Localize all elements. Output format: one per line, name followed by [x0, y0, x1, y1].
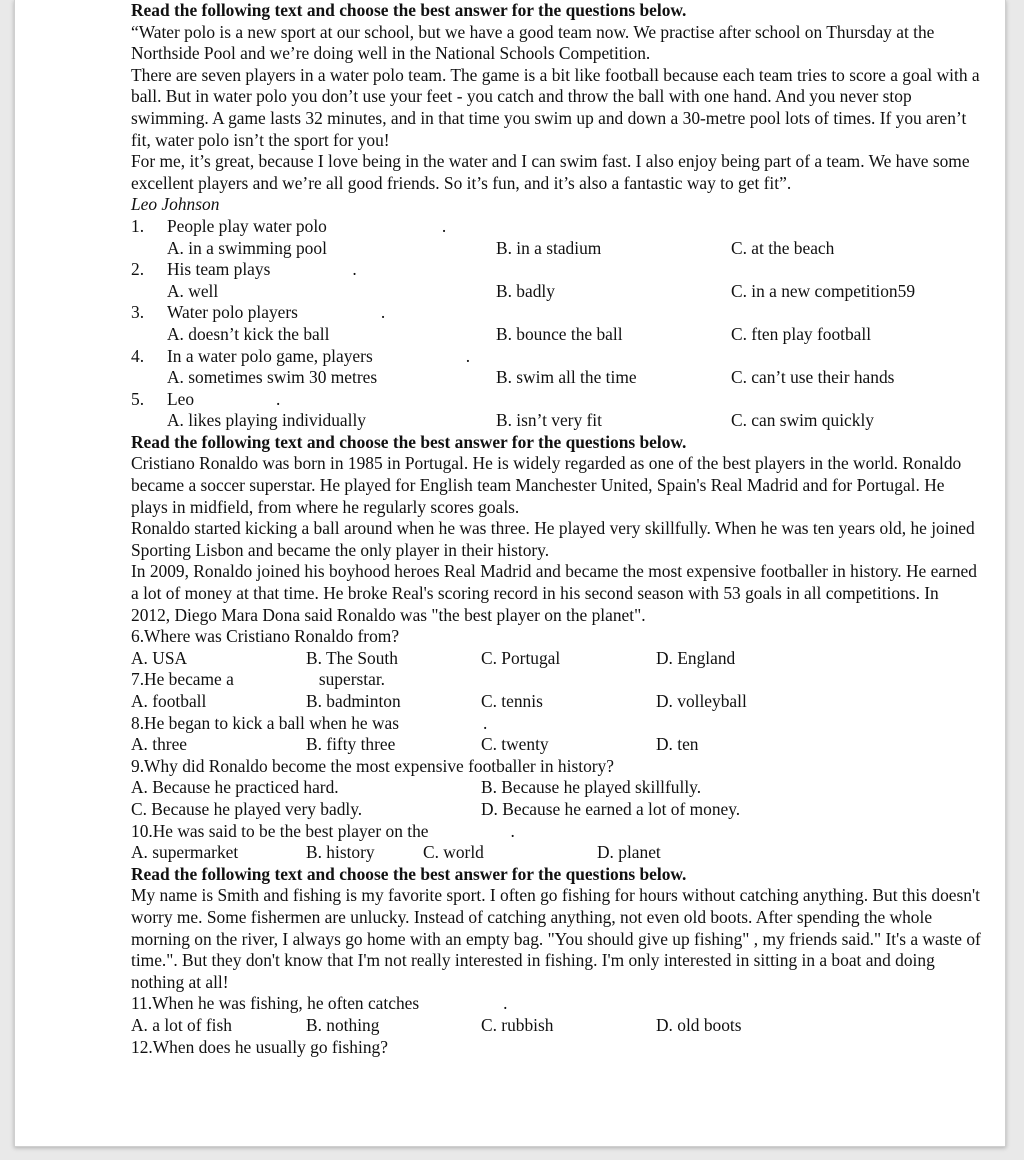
section3-paragraph: My name is Smith and fishing is my favorite sport. I often go fishing for hours without catching anything. But this doesn't worry me. Some fishermen are unlucky. Instead of catching anything, not even old boots. After spending the whole morning on the river, I always go home with an empty bag. "You should give up fishing" , my friends said." It's a waste of time.". But they don't know that I'm not really interested in fishing. I'm only interested in sitting in a boat and doing nothing at all! — [131, 885, 981, 992]
question-stem: 8.He began to kick a ball when he was — [131, 712, 400, 733]
section1-heading: Read the following text and choose the best answer for the questions below. — [131, 0, 687, 20]
option-d: D. England — [656, 647, 736, 668]
question-9-options-row-2 — [131, 799, 981, 821]
option-b: B. badly — [496, 280, 555, 301]
option-b: B. nothing — [306, 1014, 380, 1035]
option-a: A. USA — [131, 647, 188, 668]
option-a: A. supermarket — [131, 842, 239, 863]
option-b: B. fifty three — [306, 734, 396, 755]
question-10-options — [131, 842, 981, 864]
question-stem-part-1: 7.He became a — [131, 669, 234, 690]
question-number: 3. — [131, 302, 145, 323]
question-6-stem: 6.Where was Cristiano Ronaldo from? — [131, 626, 400, 647]
question-end: . — [483, 712, 488, 733]
section3-heading: Read the following text and choose the best answer for the questions below. — [131, 863, 687, 884]
question-end: . — [510, 820, 515, 841]
option-c: C. Because he played very badly. — [131, 798, 363, 819]
option-c: C. rubbish — [481, 1014, 554, 1035]
option-d: D. ten — [656, 734, 699, 755]
question-number: 5. — [131, 388, 145, 409]
option-c: C. twenty — [481, 734, 549, 755]
option-c: C. Portugal — [481, 647, 561, 668]
question-7-options — [131, 691, 981, 713]
question-end: . — [352, 259, 357, 280]
section2-heading: Read the following text and choose the best answer for the questions below. — [131, 431, 687, 452]
option-a: A. sometimes swim 30 metres — [167, 367, 378, 388]
section1-paragraph-2: There are seven players in a water polo team. The game is a bit like football because each team tries to score a goal with a ball. But in water polo you don’t use your feet - you catch and throw the ball with one hand. And you never stop swimming. A game lasts 32 minutes, and in that time you swim up and down a 30-metre pool lots of times. If you aren’t fit, water polo isn’t the sport for you! — [131, 64, 980, 150]
option-a: A. doesn’t kick the ball — [167, 323, 330, 344]
question-number: 2. — [131, 259, 145, 280]
option-a: A. well — [167, 280, 219, 301]
section1-paragraph-1: “Water polo is a new sport at our school, but we have a good team now. We practise after school on Thursday at the Northside Pool and we’re doing well in the National Schools Competition. — [131, 21, 935, 64]
question-9-stem: 9.Why did Ronaldo become the most expensive footballer in history? — [131, 755, 614, 776]
question-stem: 10.He was said to be the best player on the — [131, 820, 429, 841]
document-page — [14, 0, 1006, 1147]
document-content — [131, 0, 981, 1058]
option-c: C. at the beach — [731, 237, 835, 258]
question-stem: Water polo players — [167, 302, 298, 323]
question-11-stem — [131, 993, 981, 1015]
question-10-stem — [131, 821, 981, 843]
option-b: B. in a stadium — [496, 237, 602, 258]
option-c: C. can swim quickly — [731, 410, 874, 431]
option-b: B. Because he played skillfully. — [481, 777, 702, 798]
option-c: C. can’t use their hands — [731, 367, 895, 388]
question-5-options — [131, 410, 981, 432]
option-d: D. volleyball — [656, 691, 747, 711]
question-stem-part-2: superstar. — [318, 669, 386, 690]
option-c: C. world — [423, 842, 484, 863]
question-7-stem — [131, 669, 981, 691]
question-end: . — [380, 302, 386, 323]
option-d: D. old boots — [656, 1014, 742, 1035]
option-b: B. isn’t very fit — [496, 410, 602, 431]
option-b: B. badminton — [306, 691, 401, 711]
question-2 — [131, 259, 981, 281]
question-6-options — [131, 648, 981, 670]
question-12-stem: 12.When does he usually go fishing? — [131, 1036, 388, 1057]
section2-paragraph-2: Ronaldo started kicking a ball around when he was three. He played very skillfully. When he was ten years old, he joined Sporting Lisbon and became the only player in their history. — [131, 518, 975, 560]
question-end: . — [503, 993, 508, 1014]
option-c: C. ften play football — [731, 323, 872, 344]
option-d: D. planet — [597, 842, 661, 863]
question-1 — [131, 216, 981, 238]
option-b: B. history — [306, 842, 375, 863]
question-4-options — [131, 367, 981, 389]
option-c: C. tennis — [481, 691, 543, 711]
question-stem: People play water polo — [167, 215, 327, 236]
option-a: A. in a swimming pool — [167, 237, 327, 258]
question-9-options-row-1 — [131, 777, 981, 799]
option-a: A. three — [131, 734, 188, 755]
option-b: B. swim all the time — [496, 367, 637, 388]
question-number: 4. — [131, 345, 145, 366]
question-1-options — [131, 238, 981, 260]
author-name: Leo Johnson — [131, 194, 220, 215]
question-stem: 11.When he was fishing, he often catches — [131, 993, 420, 1014]
question-5 — [131, 389, 981, 411]
question-end: . — [441, 215, 447, 236]
option-a: A. likes playing individually — [167, 410, 367, 431]
question-4 — [131, 346, 981, 368]
section1-paragraph-3: For me, it’s great, because I love being in the water and I can swim fast. I also enjoy being part of a team. We have some excellent players and we’re all good friends. So it’s fun, and it’s also a fantastic way to get fit”. — [131, 151, 970, 193]
option-a: A. football — [131, 691, 207, 711]
question-end: . — [465, 345, 471, 366]
question-end: . — [276, 388, 281, 409]
option-b: B. bounce the ball — [496, 323, 623, 344]
question-number: 1. — [131, 215, 145, 236]
option-a: A. Because he practiced hard. — [131, 777, 339, 798]
option-a: A. a lot of fish — [131, 1014, 232, 1035]
question-8-options — [131, 734, 981, 756]
question-3 — [131, 302, 981, 324]
section2-paragraph-1: Cristiano Ronaldo was born in 1985 in Portugal. He is widely regarded as one of the best players in the world. Ronaldo became a soccer superstar. He played for English team Manchester United, Spain's Real Madrid and for Portugal. He plays in midfield, from where he regularly scores goals. — [131, 453, 962, 517]
option-b: B. The South — [306, 647, 398, 668]
question-stem: Leo — [167, 388, 195, 409]
question-stem: In a water polo game, players — [167, 345, 373, 366]
question-8-stem — [131, 713, 981, 735]
question-stem: His team plays — [167, 259, 271, 280]
option-d: D. Because he earned a lot of money. — [481, 798, 741, 819]
section2-paragraph-3: In 2009, Ronaldo joined his boyhood heroes Real Madrid and became the most expensive footballer in history. He earned a lot of money at that time. He broke Real's scoring record in his second season with 53 goals in all competitions. In 2012, Diego Mara Dona said Ronaldo was "the best player on the planet". — [131, 561, 977, 625]
question-3-options — [131, 324, 981, 346]
question-2-options — [131, 281, 981, 303]
question-11-options — [131, 1015, 981, 1037]
option-c: C. in a new competition59 — [731, 280, 916, 301]
